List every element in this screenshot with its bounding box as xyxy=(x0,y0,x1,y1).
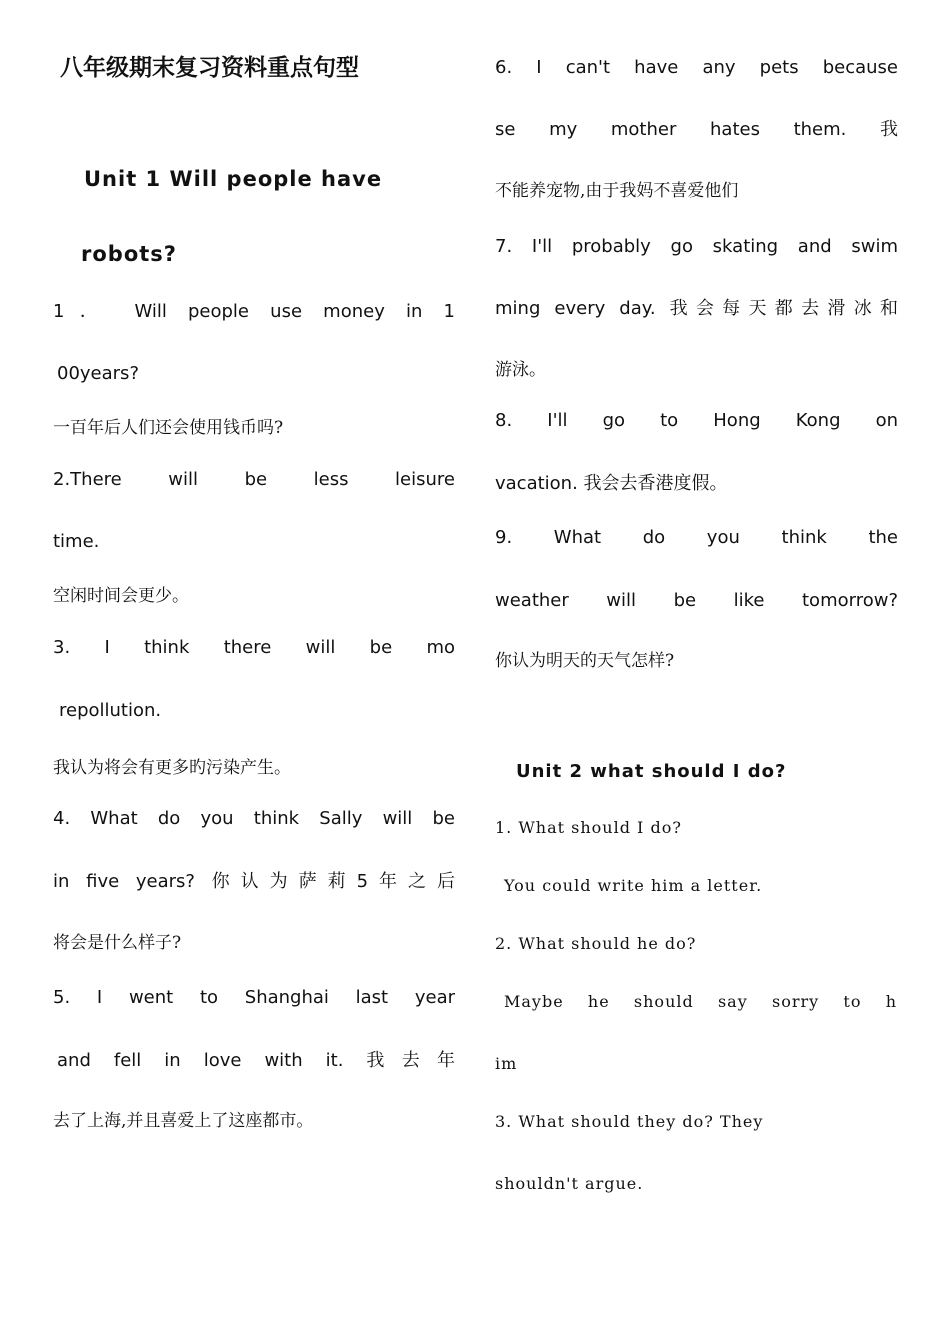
unit2-line7: shouldn't argue. xyxy=(495,1174,644,1193)
unit2-line3: 2. What should he do? xyxy=(495,934,697,953)
unit1-item2-en-line2: time. xyxy=(53,531,100,552)
unit1-item3-en-line1: 3. I think there will be mo xyxy=(53,637,455,658)
unit2-line6: 3. What should they do? They xyxy=(495,1112,764,1131)
unit2-line4: Maybe he should say sorry to h xyxy=(504,992,897,1011)
unit1-item6-en-line1: 6. I can't have any pets because xyxy=(495,57,898,78)
unit1-item6-en-line2: se my mother hates them. 我 xyxy=(495,119,898,140)
unit1-item4-cn: 将会是什么样子? xyxy=(53,933,182,953)
unit2-line5: im xyxy=(495,1054,518,1073)
unit2-heading: Unit 2 what should I do? xyxy=(516,761,787,782)
unit1-item9-cn: 你认为明天的天气怎样? xyxy=(495,651,675,671)
unit2-line1: 1. What should I do? xyxy=(495,818,682,837)
unit1-item1-en-line2: 00years? xyxy=(57,363,139,384)
unit1-item8-en-line2: vacation. 我会去香港度假。 xyxy=(495,473,728,494)
unit1-item9-en-line1: 9. What do you think the xyxy=(495,527,898,548)
unit1-item7-en-line1: 7. I'll probably go skating and swim xyxy=(495,236,898,257)
unit1-item5-en-line1: 5. I went to Shanghai last year xyxy=(53,987,455,1008)
unit1-heading-line2: robots? xyxy=(81,242,177,266)
unit1-item4-en-line1: 4. What do you think Sally will be xyxy=(53,808,455,829)
unit1-item8-en-line1: 8. I'll go to Hong Kong on xyxy=(495,410,898,431)
unit1-item2-cn: 空闲时间会更少。 xyxy=(53,586,189,606)
unit1-heading-line1: Unit 1 Will people have xyxy=(84,167,383,191)
unit1-item6-cn: 不能养宠物,由于我妈不喜爱他们 xyxy=(495,181,739,201)
unit1-item3-en-line2: repollution. xyxy=(59,700,162,721)
unit1-item1-cn: 一百年后人们还会使用钱币吗? xyxy=(53,418,284,438)
unit1-item1-en-line1: 1． Will people use money in 1 xyxy=(53,301,455,322)
unit1-item5-cn: 去了上海,并且喜爱上了这座都市。 xyxy=(53,1111,314,1131)
unit2-line2: You could write him a letter. xyxy=(504,876,763,895)
unit1-item4-en-line2: in five years? 你认为萨莉5年之后 xyxy=(53,871,455,892)
unit1-item3-cn: 我认为将会有更多旳污染产生。 xyxy=(53,758,291,778)
unit1-item2-en-line1: 2.There will be less leisure xyxy=(53,469,455,490)
unit1-item9-en-line2: weather will be like tomorrow? xyxy=(495,590,898,611)
unit1-item7-en-line2: ming every day. 我会每天都去滑冰和 xyxy=(495,298,898,319)
unit1-item5-en-line2: and fell in love with it. 我去年 xyxy=(57,1050,455,1071)
unit1-item7-cn: 游泳。 xyxy=(495,360,546,380)
page-title: 八年级期末复习资料重点句型 xyxy=(60,55,359,81)
